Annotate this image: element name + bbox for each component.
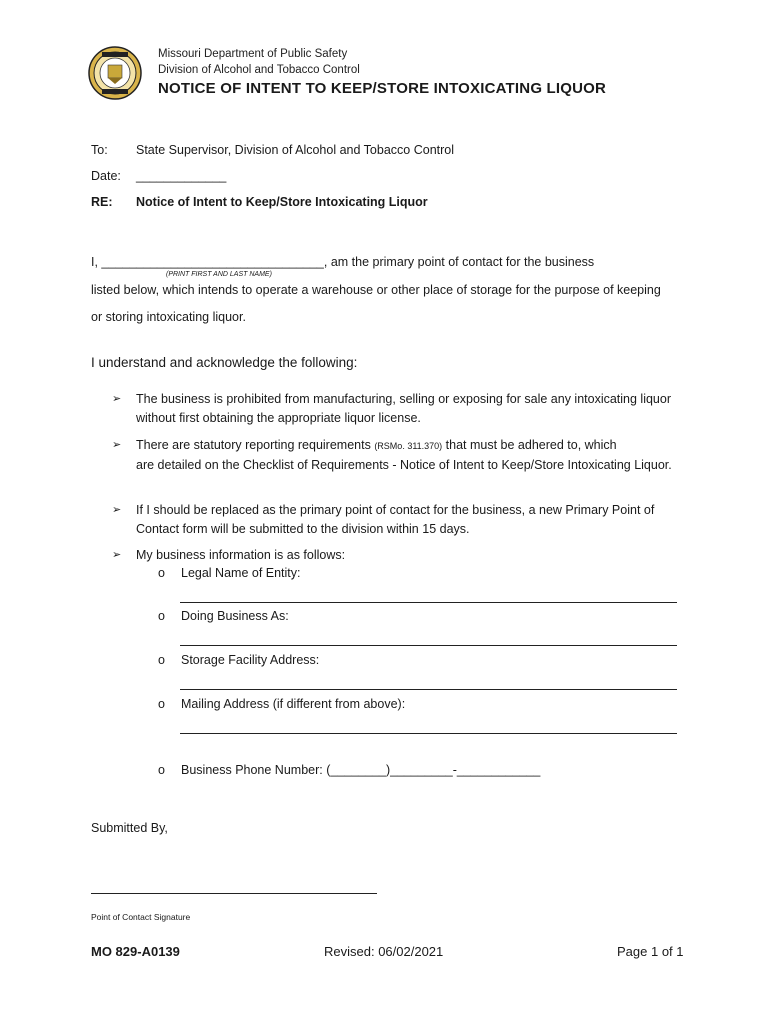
bullet2-text-start: There are statutory reporting requirements bbox=[136, 438, 375, 452]
statute-reference: (RSMo. 311.370) bbox=[374, 441, 443, 451]
legal-name-label: Legal Name of Entity: bbox=[181, 566, 301, 580]
date-field[interactable]: _____________ bbox=[136, 169, 227, 183]
to-value: State Supervisor, Division of Alcohol and Tobacco Control bbox=[136, 143, 455, 157]
circle-bullet-icon: o bbox=[158, 653, 165, 667]
to-label: To: bbox=[91, 143, 108, 157]
arrow-bullet-icon: ➢ bbox=[112, 504, 122, 516]
form-number: MO 829-A0139 bbox=[91, 944, 180, 959]
re-label: RE: bbox=[91, 195, 113, 209]
arrow-bullet-icon: ➢ bbox=[112, 393, 122, 405]
form-title: NOTICE OF INTENT TO KEEP/STORE INTOXICATING LIQUOR bbox=[158, 80, 607, 97]
statement-line-2: listed below, which intends to operate a warehouse or other place of storage for the purpose of keeping bbox=[91, 283, 661, 297]
list-item: ➢ If I should be replaced as the primary point of contact for the business, a new Primary Point of Contact form will be submitted to the division within 15 days. bbox=[112, 503, 655, 536]
circle-bullet-icon: o bbox=[158, 697, 165, 711]
division-name: Division of Alcohol and Tobacco Control bbox=[158, 64, 360, 76]
arrow-bullet-icon: ➢ bbox=[112, 549, 122, 561]
revised-date: Revised: 06/02/2021 bbox=[324, 944, 444, 959]
list-item: ➢ The business is prohibited from manufacturing, selling or exposing for sale any intoxicating liquor without first obtaining the appropriate liquor license. bbox=[112, 392, 672, 425]
bullet2-text-rest: are detailed on the Checklist of Requirements - Notice of Intent to Keep/Store Intoxicating Liquor. bbox=[136, 458, 672, 472]
phone-field[interactable]: Business Phone Number: (________)_________-____________ bbox=[181, 763, 541, 777]
mailing-address-field[interactable] bbox=[180, 733, 677, 734]
circle-bullet-icon: o bbox=[158, 609, 165, 623]
storage-address-label: Storage Facility Address: bbox=[181, 653, 320, 667]
dba-field[interactable] bbox=[180, 645, 677, 646]
dba-label: Doing Business As: bbox=[181, 609, 289, 623]
arrow-bullet-icon: ➢ bbox=[112, 439, 122, 451]
submitted-by-label: Submitted By, bbox=[91, 821, 168, 835]
bullet2-text-end: that must be adhered to, which bbox=[442, 438, 617, 452]
statement-line-3: or storing intoxicating liquor. bbox=[91, 310, 246, 324]
acknowledge-heading: I understand and acknowledge the following: bbox=[91, 355, 358, 370]
missouri-state-seal-icon bbox=[88, 46, 142, 100]
contact-name-statement[interactable]: I, ________________________________, am the primary point of contact for the business bbox=[91, 255, 595, 269]
mailing-address-label: Mailing Address (if different from above): bbox=[181, 697, 406, 711]
signature-field[interactable] bbox=[91, 893, 377, 894]
signature-label: Point of Contact Signature bbox=[91, 912, 191, 922]
date-label: Date: bbox=[91, 169, 121, 183]
circle-bullet-icon: o bbox=[158, 566, 165, 580]
page-number: Page 1 of 1 bbox=[617, 944, 684, 959]
list-item: ➢ My business information is as follows: bbox=[112, 546, 672, 566]
storage-address-field[interactable] bbox=[180, 689, 677, 690]
list-item bbox=[112, 436, 672, 494]
name-hint: (PRINT FIRST AND LAST NAME) bbox=[166, 271, 272, 278]
circle-bullet-icon: o bbox=[158, 763, 165, 777]
legal-name-field[interactable] bbox=[180, 602, 677, 603]
agency-name: Missouri Department of Public Safety bbox=[158, 48, 348, 60]
re-value: Notice of Intent to Keep/Store Intoxicating Liquor bbox=[136, 195, 428, 209]
